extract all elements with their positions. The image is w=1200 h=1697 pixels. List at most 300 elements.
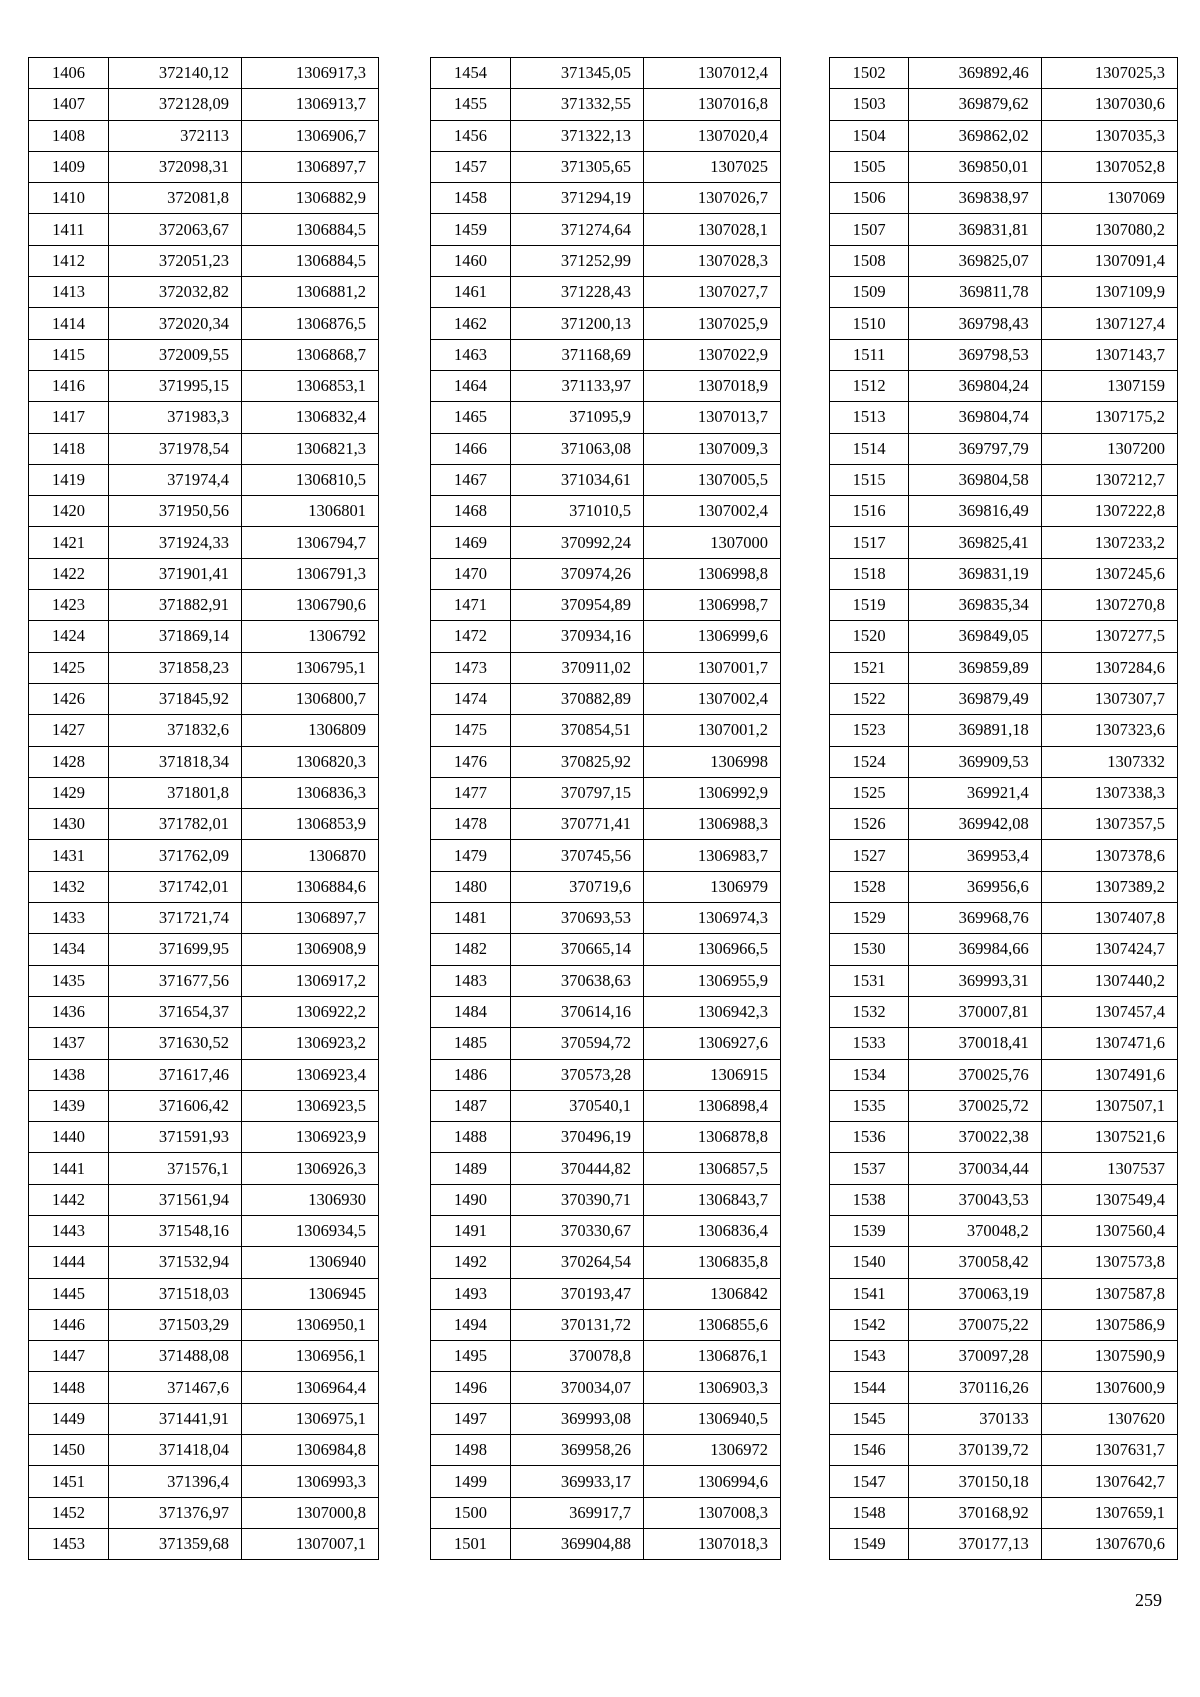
point-number-cell: 1429 xyxy=(29,777,109,808)
y-coordinate-cell: 1306876,1 xyxy=(644,1341,781,1372)
x-coordinate-cell: 369862,02 xyxy=(909,120,1041,151)
x-coordinate-cell: 371576,1 xyxy=(109,1153,242,1184)
table-row xyxy=(29,558,379,589)
x-coordinate-cell: 370719,6 xyxy=(511,871,644,902)
x-coordinate-cell: 369797,79 xyxy=(909,433,1041,464)
point-number-cell: 1539 xyxy=(830,1215,909,1246)
table-row xyxy=(431,464,781,495)
table-row xyxy=(830,965,1178,996)
y-coordinate-cell: 1307642,7 xyxy=(1041,1466,1177,1497)
point-number-cell: 1510 xyxy=(830,308,909,339)
point-number-cell: 1421 xyxy=(29,527,109,558)
table-row xyxy=(431,621,781,652)
x-coordinate-cell: 369804,24 xyxy=(909,370,1041,401)
x-coordinate-cell: 369993,08 xyxy=(511,1403,644,1434)
table-row xyxy=(830,1028,1178,1059)
point-number-cell: 1498 xyxy=(431,1435,511,1466)
y-coordinate-cell: 1307212,7 xyxy=(1041,464,1177,495)
table-row xyxy=(830,1466,1178,1497)
table-row xyxy=(830,89,1178,120)
x-coordinate-cell: 370168,92 xyxy=(909,1497,1041,1528)
x-coordinate-cell: 370390,71 xyxy=(511,1184,644,1215)
y-coordinate-cell: 1306998 xyxy=(644,746,781,777)
x-coordinate-cell: 370025,76 xyxy=(909,1059,1041,1090)
table-row xyxy=(830,402,1178,433)
point-number-cell: 1431 xyxy=(29,840,109,871)
y-coordinate-cell: 1306800,7 xyxy=(242,683,379,714)
y-coordinate-cell: 1307028,1 xyxy=(644,214,781,245)
x-coordinate-cell: 369942,08 xyxy=(909,809,1041,840)
y-coordinate-cell: 1306917,3 xyxy=(242,58,379,89)
table-row xyxy=(830,496,1178,527)
table-row xyxy=(29,683,379,714)
y-coordinate-cell: 1307002,4 xyxy=(644,683,781,714)
table-row xyxy=(29,1153,379,1184)
point-number-cell: 1475 xyxy=(431,715,511,746)
point-number-cell: 1437 xyxy=(29,1028,109,1059)
x-coordinate-cell: 371332,55 xyxy=(511,89,644,120)
point-number-cell: 1515 xyxy=(830,464,909,495)
x-coordinate-cell: 370193,47 xyxy=(511,1278,644,1309)
y-coordinate-cell: 1306993,3 xyxy=(242,1466,379,1497)
point-number-cell: 1533 xyxy=(830,1028,909,1059)
table-row xyxy=(29,120,379,151)
table-row xyxy=(431,1153,781,1184)
point-number-cell: 1512 xyxy=(830,370,909,401)
table-row xyxy=(29,1059,379,1090)
y-coordinate-cell: 1306853,9 xyxy=(242,809,379,840)
y-coordinate-cell: 1307013,7 xyxy=(644,402,781,433)
y-coordinate-cell: 1307332 xyxy=(1041,746,1177,777)
x-coordinate-cell: 370063,19 xyxy=(909,1278,1041,1309)
y-coordinate-cell: 1306876,5 xyxy=(242,308,379,339)
x-coordinate-cell: 370854,51 xyxy=(511,715,644,746)
point-number-cell: 1511 xyxy=(830,339,909,370)
point-number-cell: 1433 xyxy=(29,903,109,934)
table-row xyxy=(29,1497,379,1528)
table-row xyxy=(431,496,781,527)
table-row xyxy=(830,1215,1178,1246)
y-coordinate-cell: 1306940,5 xyxy=(644,1403,781,1434)
x-coordinate-cell: 369879,49 xyxy=(909,683,1041,714)
coordinate-table-3-body xyxy=(830,58,1178,1560)
x-coordinate-cell: 370048,2 xyxy=(909,1215,1041,1246)
x-coordinate-cell: 371305,65 xyxy=(511,151,644,182)
y-coordinate-cell: 1306974,3 xyxy=(644,903,781,934)
point-number-cell: 1484 xyxy=(431,996,511,1027)
y-coordinate-cell: 1307008,3 xyxy=(644,1497,781,1528)
y-coordinate-cell: 1307338,3 xyxy=(1041,777,1177,808)
y-coordinate-cell: 1306979 xyxy=(644,871,781,902)
y-coordinate-cell: 1306998,8 xyxy=(644,558,781,589)
y-coordinate-cell: 1307030,6 xyxy=(1041,89,1177,120)
point-number-cell: 1525 xyxy=(830,777,909,808)
coordinate-table-2 xyxy=(430,57,781,1560)
y-coordinate-cell: 1307620 xyxy=(1041,1403,1177,1434)
table-row xyxy=(29,934,379,965)
point-number-cell: 1520 xyxy=(830,621,909,652)
x-coordinate-cell: 370034,44 xyxy=(909,1153,1041,1184)
table-row xyxy=(29,1090,379,1121)
table-row xyxy=(830,58,1178,89)
x-coordinate-cell: 371762,09 xyxy=(109,840,242,871)
table-row xyxy=(29,1028,379,1059)
x-coordinate-cell: 370025,72 xyxy=(909,1090,1041,1121)
table-row xyxy=(431,1090,781,1121)
x-coordinate-cell: 369804,74 xyxy=(909,402,1041,433)
y-coordinate-cell: 1306857,5 xyxy=(644,1153,781,1184)
y-coordinate-cell: 1307440,2 xyxy=(1041,965,1177,996)
table-row xyxy=(431,558,781,589)
x-coordinate-cell: 371832,6 xyxy=(109,715,242,746)
table-row xyxy=(431,1028,781,1059)
x-coordinate-cell: 369879,62 xyxy=(909,89,1041,120)
y-coordinate-cell: 1307670,6 xyxy=(1041,1528,1177,1559)
x-coordinate-cell: 370177,13 xyxy=(909,1528,1041,1559)
x-coordinate-cell: 371252,99 xyxy=(511,245,644,276)
y-coordinate-cell: 1306832,4 xyxy=(242,402,379,433)
table-row xyxy=(29,89,379,120)
x-coordinate-cell: 371418,04 xyxy=(109,1435,242,1466)
x-coordinate-cell: 371721,74 xyxy=(109,903,242,934)
table-row xyxy=(29,151,379,182)
point-number-cell: 1505 xyxy=(830,151,909,182)
point-number-cell: 1471 xyxy=(431,590,511,621)
table-row xyxy=(830,1403,1178,1434)
x-coordinate-cell: 369798,53 xyxy=(909,339,1041,370)
point-number-cell: 1469 xyxy=(431,527,511,558)
point-number-cell: 1486 xyxy=(431,1059,511,1090)
y-coordinate-cell: 1307080,2 xyxy=(1041,214,1177,245)
table-row xyxy=(29,715,379,746)
y-coordinate-cell: 1306881,2 xyxy=(242,277,379,308)
x-coordinate-cell: 369859,89 xyxy=(909,652,1041,683)
x-coordinate-cell: 370264,54 xyxy=(511,1247,644,1278)
point-number-cell: 1540 xyxy=(830,1247,909,1278)
y-coordinate-cell: 1306884,6 xyxy=(242,871,379,902)
table-row xyxy=(830,1090,1178,1121)
x-coordinate-cell: 371467,6 xyxy=(109,1372,242,1403)
point-number-cell: 1422 xyxy=(29,558,109,589)
table-row xyxy=(830,840,1178,871)
point-number-cell: 1460 xyxy=(431,245,511,276)
y-coordinate-cell: 1307018,3 xyxy=(644,1528,781,1559)
x-coordinate-cell: 370131,72 xyxy=(511,1309,644,1340)
x-coordinate-cell: 371228,43 xyxy=(511,277,644,308)
x-coordinate-cell: 369904,88 xyxy=(511,1528,644,1559)
y-coordinate-cell: 1307389,2 xyxy=(1041,871,1177,902)
x-coordinate-cell: 370075,22 xyxy=(909,1309,1041,1340)
x-coordinate-cell: 369984,66 xyxy=(909,934,1041,965)
point-number-cell: 1480 xyxy=(431,871,511,902)
table-row xyxy=(830,1059,1178,1090)
x-coordinate-cell: 371742,01 xyxy=(109,871,242,902)
table-row xyxy=(431,1278,781,1309)
table-row xyxy=(29,1341,379,1372)
x-coordinate-cell: 370007,81 xyxy=(909,996,1041,1027)
table-row xyxy=(29,965,379,996)
x-coordinate-cell: 371322,13 xyxy=(511,120,644,151)
point-number-cell: 1519 xyxy=(830,590,909,621)
x-coordinate-cell: 369953,4 xyxy=(909,840,1041,871)
y-coordinate-cell: 1307159 xyxy=(1041,370,1177,401)
y-coordinate-cell: 1307277,5 xyxy=(1041,621,1177,652)
y-coordinate-cell: 1306934,5 xyxy=(242,1215,379,1246)
y-coordinate-cell: 1306922,2 xyxy=(242,996,379,1027)
y-coordinate-cell: 1307573,8 xyxy=(1041,1247,1177,1278)
table-row xyxy=(830,433,1178,464)
point-number-cell: 1507 xyxy=(830,214,909,245)
x-coordinate-cell: 371548,16 xyxy=(109,1215,242,1246)
x-coordinate-cell: 369993,31 xyxy=(909,965,1041,996)
x-coordinate-cell: 372063,67 xyxy=(109,214,242,245)
point-number-cell: 1435 xyxy=(29,965,109,996)
y-coordinate-cell: 1307000,8 xyxy=(242,1497,379,1528)
point-number-cell: 1494 xyxy=(431,1309,511,1340)
y-coordinate-cell: 1307200 xyxy=(1041,433,1177,464)
x-coordinate-cell: 371168,69 xyxy=(511,339,644,370)
table-row xyxy=(29,245,379,276)
point-number-cell: 1456 xyxy=(431,120,511,151)
point-number-cell: 1517 xyxy=(830,527,909,558)
table-row xyxy=(29,1215,379,1246)
x-coordinate-cell: 370825,92 xyxy=(511,746,644,777)
table-row xyxy=(29,1247,379,1278)
y-coordinate-cell: 1306923,9 xyxy=(242,1122,379,1153)
point-number-cell: 1424 xyxy=(29,621,109,652)
point-number-cell: 1543 xyxy=(830,1341,909,1372)
x-coordinate-cell: 371995,15 xyxy=(109,370,242,401)
y-coordinate-cell: 1306884,5 xyxy=(242,214,379,245)
table-row xyxy=(431,934,781,965)
x-coordinate-cell: 370139,72 xyxy=(909,1435,1041,1466)
table-row xyxy=(830,277,1178,308)
point-number-cell: 1418 xyxy=(29,433,109,464)
point-number-cell: 1496 xyxy=(431,1372,511,1403)
y-coordinate-cell: 1306915 xyxy=(644,1059,781,1090)
table-row xyxy=(29,183,379,214)
point-number-cell: 1461 xyxy=(431,277,511,308)
point-number-cell: 1442 xyxy=(29,1184,109,1215)
y-coordinate-cell: 1307012,4 xyxy=(644,58,781,89)
table-row xyxy=(830,527,1178,558)
point-number-cell: 1420 xyxy=(29,496,109,527)
table-row xyxy=(830,464,1178,495)
y-coordinate-cell: 1306923,4 xyxy=(242,1059,379,1090)
y-coordinate-cell: 1307002,4 xyxy=(644,496,781,527)
y-coordinate-cell: 1307109,9 xyxy=(1041,277,1177,308)
table-row xyxy=(29,1435,379,1466)
x-coordinate-cell: 371983,3 xyxy=(109,402,242,433)
point-number-cell: 1485 xyxy=(431,1028,511,1059)
x-coordinate-cell: 372032,82 xyxy=(109,277,242,308)
table-row xyxy=(830,903,1178,934)
y-coordinate-cell: 1306836,3 xyxy=(242,777,379,808)
table-row xyxy=(431,370,781,401)
table-row xyxy=(431,965,781,996)
table-row xyxy=(431,590,781,621)
point-number-cell: 1527 xyxy=(830,840,909,871)
y-coordinate-cell: 1307025 xyxy=(644,151,781,182)
y-coordinate-cell: 1307270,8 xyxy=(1041,590,1177,621)
y-coordinate-cell: 1306801 xyxy=(242,496,379,527)
y-coordinate-cell: 1306917,2 xyxy=(242,965,379,996)
x-coordinate-cell: 371063,08 xyxy=(511,433,644,464)
point-number-cell: 1528 xyxy=(830,871,909,902)
x-coordinate-cell: 370911,02 xyxy=(511,652,644,683)
x-coordinate-cell: 370058,42 xyxy=(909,1247,1041,1278)
point-number-cell: 1426 xyxy=(29,683,109,714)
point-number-cell: 1416 xyxy=(29,370,109,401)
table-row xyxy=(431,1466,781,1497)
x-coordinate-cell: 369831,19 xyxy=(909,558,1041,589)
table-row xyxy=(830,308,1178,339)
y-coordinate-cell: 1306926,3 xyxy=(242,1153,379,1184)
point-number-cell: 1447 xyxy=(29,1341,109,1372)
y-coordinate-cell: 1306842 xyxy=(644,1278,781,1309)
table-row xyxy=(29,996,379,1027)
y-coordinate-cell: 1306988,3 xyxy=(644,809,781,840)
y-coordinate-cell: 1307025,3 xyxy=(1041,58,1177,89)
coordinate-table-3 xyxy=(829,57,1178,1560)
point-number-cell: 1518 xyxy=(830,558,909,589)
table-row xyxy=(830,1122,1178,1153)
table-row xyxy=(431,527,781,558)
point-number-cell: 1481 xyxy=(431,903,511,934)
table-row xyxy=(830,1372,1178,1403)
table-row xyxy=(830,1497,1178,1528)
y-coordinate-cell: 1306791,3 xyxy=(242,558,379,589)
x-coordinate-cell: 369892,46 xyxy=(909,58,1041,89)
point-number-cell: 1436 xyxy=(29,996,109,1027)
y-coordinate-cell: 1306809 xyxy=(242,715,379,746)
point-number-cell: 1536 xyxy=(830,1122,909,1153)
x-coordinate-cell: 370034,07 xyxy=(511,1372,644,1403)
point-number-cell: 1407 xyxy=(29,89,109,120)
y-coordinate-cell: 1307407,8 xyxy=(1041,903,1177,934)
table-row xyxy=(830,1153,1178,1184)
y-coordinate-cell: 1306998,7 xyxy=(644,590,781,621)
y-coordinate-cell: 1306908,9 xyxy=(242,934,379,965)
point-number-cell: 1541 xyxy=(830,1278,909,1309)
point-number-cell: 1423 xyxy=(29,590,109,621)
y-coordinate-cell: 1306794,7 xyxy=(242,527,379,558)
x-coordinate-cell: 372009,55 xyxy=(109,339,242,370)
y-coordinate-cell: 1306906,7 xyxy=(242,120,379,151)
x-coordinate-cell: 371200,13 xyxy=(511,308,644,339)
table-row xyxy=(431,1309,781,1340)
y-coordinate-cell: 1306853,1 xyxy=(242,370,379,401)
point-number-cell: 1491 xyxy=(431,1215,511,1246)
point-number-cell: 1449 xyxy=(29,1403,109,1434)
point-number-cell: 1535 xyxy=(830,1090,909,1121)
table-row xyxy=(830,590,1178,621)
table-row xyxy=(29,590,379,621)
y-coordinate-cell: 1306994,6 xyxy=(644,1466,781,1497)
point-number-cell: 1439 xyxy=(29,1090,109,1121)
y-coordinate-cell: 1307507,1 xyxy=(1041,1090,1177,1121)
point-number-cell: 1443 xyxy=(29,1215,109,1246)
y-coordinate-cell: 1306945 xyxy=(242,1278,379,1309)
x-coordinate-cell: 369921,4 xyxy=(909,777,1041,808)
point-number-cell: 1502 xyxy=(830,58,909,89)
table-row xyxy=(830,214,1178,245)
x-coordinate-cell: 370594,72 xyxy=(511,1028,644,1059)
table-row xyxy=(29,1278,379,1309)
point-number-cell: 1432 xyxy=(29,871,109,902)
x-coordinate-cell: 370992,24 xyxy=(511,527,644,558)
point-number-cell: 1532 xyxy=(830,996,909,1027)
x-coordinate-cell: 370614,16 xyxy=(511,996,644,1027)
table-row xyxy=(29,903,379,934)
point-number-cell: 1428 xyxy=(29,746,109,777)
point-number-cell: 1448 xyxy=(29,1372,109,1403)
point-number-cell: 1463 xyxy=(431,339,511,370)
x-coordinate-cell: 370150,18 xyxy=(909,1466,1041,1497)
point-number-cell: 1445 xyxy=(29,1278,109,1309)
point-number-cell: 1529 xyxy=(830,903,909,934)
point-number-cell: 1470 xyxy=(431,558,511,589)
y-coordinate-cell: 1307000 xyxy=(644,527,781,558)
table-row xyxy=(431,214,781,245)
point-number-cell: 1467 xyxy=(431,464,511,495)
point-number-cell: 1462 xyxy=(431,308,511,339)
x-coordinate-cell: 369838,97 xyxy=(909,183,1041,214)
point-number-cell: 1522 xyxy=(830,683,909,714)
x-coordinate-cell: 369825,07 xyxy=(909,245,1041,276)
table-row xyxy=(431,277,781,308)
table-row xyxy=(830,1309,1178,1340)
y-coordinate-cell: 1306820,3 xyxy=(242,746,379,777)
y-coordinate-cell: 1307009,3 xyxy=(644,433,781,464)
y-coordinate-cell: 1307222,8 xyxy=(1041,496,1177,527)
point-number-cell: 1430 xyxy=(29,809,109,840)
x-coordinate-cell: 371133,97 xyxy=(511,370,644,401)
x-coordinate-cell: 371034,61 xyxy=(511,464,644,495)
y-coordinate-cell: 1307018,9 xyxy=(644,370,781,401)
x-coordinate-cell: 370665,14 xyxy=(511,934,644,965)
table-row xyxy=(830,621,1178,652)
table-row xyxy=(29,496,379,527)
point-number-cell: 1524 xyxy=(830,746,909,777)
point-number-cell: 1408 xyxy=(29,120,109,151)
y-coordinate-cell: 1307143,7 xyxy=(1041,339,1177,370)
table-row xyxy=(29,777,379,808)
table-row xyxy=(431,1247,781,1278)
y-coordinate-cell: 1307027,7 xyxy=(644,277,781,308)
point-number-cell: 1500 xyxy=(431,1497,511,1528)
table-row xyxy=(29,308,379,339)
y-coordinate-cell: 1306975,1 xyxy=(242,1403,379,1434)
y-coordinate-cell: 1306942,3 xyxy=(644,996,781,1027)
table-row xyxy=(431,809,781,840)
y-coordinate-cell: 1307357,5 xyxy=(1041,809,1177,840)
x-coordinate-cell: 371376,97 xyxy=(109,1497,242,1528)
table-row xyxy=(830,1278,1178,1309)
x-coordinate-cell: 369958,26 xyxy=(511,1435,644,1466)
table-row xyxy=(431,1403,781,1434)
table-row xyxy=(431,746,781,777)
y-coordinate-cell: 1306992,9 xyxy=(644,777,781,808)
table-row xyxy=(29,1403,379,1434)
point-number-cell: 1417 xyxy=(29,402,109,433)
y-coordinate-cell: 1306868,7 xyxy=(242,339,379,370)
point-number-cell: 1482 xyxy=(431,934,511,965)
y-coordinate-cell: 1306972 xyxy=(644,1435,781,1466)
x-coordinate-cell: 369798,43 xyxy=(909,308,1041,339)
y-coordinate-cell: 1307457,4 xyxy=(1041,996,1177,1027)
x-coordinate-cell: 371532,94 xyxy=(109,1247,242,1278)
